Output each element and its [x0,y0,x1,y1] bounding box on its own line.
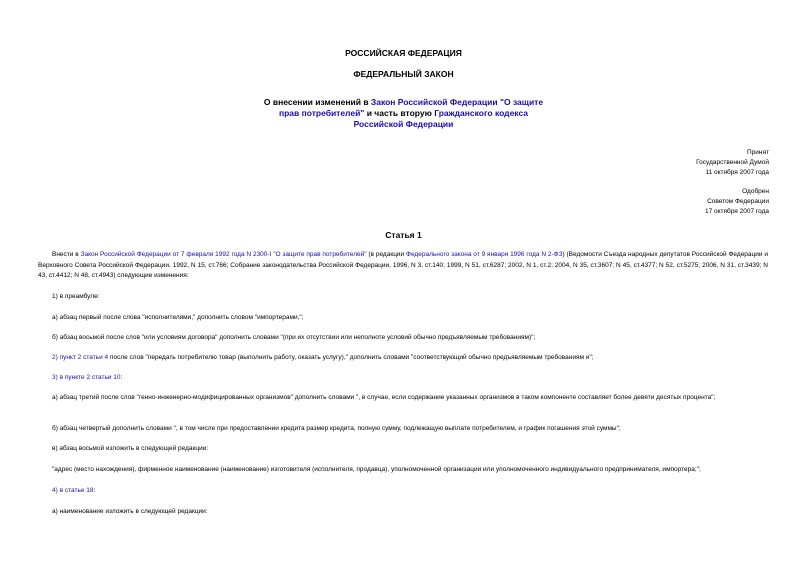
item-3a: а) абзац третий после слов "генно-инженерно-модифицированных организмов" дополнить словами ", в случае, если содержание указанных организмов в таком компоненте составляет более девяти десятых процента"; [52,394,716,401]
item-4 [38,486,768,497]
item-3-link[interactable]: пункте 2 статьи 10 [64,374,121,381]
approved-label: Одобрен [742,188,769,195]
title-link-consumer-law[interactable]: Закон Российской Федерации "О защите [370,97,544,107]
item-1: 1) в преамбуле: [52,293,100,300]
item-1b: б) абзац восьмой после слов "или условиям договора" дополнить словами "(при их отсутствии или неполноте условий обычно предъявляемым требованиям)"; [52,334,536,341]
accepted-label: Принят [746,149,769,156]
approved-date: 17 октября 2007 года [704,208,769,215]
title-middle: и часть вторую [364,108,435,118]
law-title [0,97,807,130]
item-2-text: после слов "передать потребителю товар (выполнить работу, оказать услугу)," дополнить словами "соответствующий обычно предъявляемым требованиям и"; [108,354,594,361]
item-4-text: : [93,487,96,494]
title-prefix: О внесении изменений в [263,97,371,107]
title-link-civil-code[interactable]: Гражданского кодекса [434,108,529,118]
item-2 [38,353,768,364]
item-3c-quote: "адрес (место нахождения), фирменное наименование (наименование) изготовителя (исполнителя, продавца), уполномоченной организации или уполномоченного индивидуального предпринимателя, импортера;"; [52,466,701,473]
item-3 [38,373,768,384]
intro-text-3: ) (Ведомости Съезда народных депутатов Российской Федерации и Верховного Совета Российской Федерации, 1992, N 15, ст.766; Собрание законодательства Российской Федерации, 1996, N 3, ст.140; 1999, N 51, ст.6287; 2002, N 1, ст.2; 2004, N 35, ст.3607; N 45, ст.4377; N 52, ст.5275; 2006, N 31, ст.3439; N 43, ст.4412; N 48, ст.4943) следующие изменения: [38,251,769,279]
country-heading: РОССИЙСКАЯ ФЕДЕРАЦИЯ [345,48,462,58]
accepted-block [696,148,769,178]
article-title: Статья 1 [385,230,422,240]
article-intro [38,250,768,282]
item-3-num: 3) в [52,374,65,381]
intro-link-federal-law[interactable]: Федерального закона от 9 января 1996 года N 2-ФЗ [406,251,563,258]
law-type-heading: ФЕДЕРАЛЬНЫЙ ЗАКОН [353,69,454,79]
item-4-link[interactable]: статье 18 [64,487,94,494]
accepted-body: Государственной Думой [696,159,769,166]
item-3c: в) абзац восьмой изложить в следующей редакции: [52,445,209,452]
title-link-civil-code-cont[interactable]: Российской Федерации [353,119,454,129]
approved-block [705,187,769,217]
item-1a: а) абзац первый после слова "исполнителями," дополнить словом "импортерами,"; [52,314,304,321]
item-3b: б) абзац четвертый дополнить словами ", в том числе при предоставлении кредита размер кредита, полную сумму, подлежащую выплате потребителем, и график погашения этой суммы"; [52,425,621,432]
approved-body: Советом Федерации [707,198,769,205]
item-3-text: : [120,374,123,381]
accepted-date: 11 октября 2007 года [705,169,769,176]
item-4a: а) наименование изложить в следующей редакции: [52,508,208,515]
item-2-num: 2) [52,354,60,361]
title-link-consumer-law-cont[interactable]: прав потребителей" [278,108,365,118]
intro-text-2: (в редакции [366,251,407,258]
intro-link-consumer-law[interactable]: Закон Российской Федерации от 7 февраля 1992 года N 2300-I "О защите прав потребителей" [80,251,367,258]
item-4-num: 4) в [52,487,65,494]
item-2-link[interactable]: пункт 2 статьи 4 [59,354,109,361]
intro-text-1: Внести в [52,251,81,258]
